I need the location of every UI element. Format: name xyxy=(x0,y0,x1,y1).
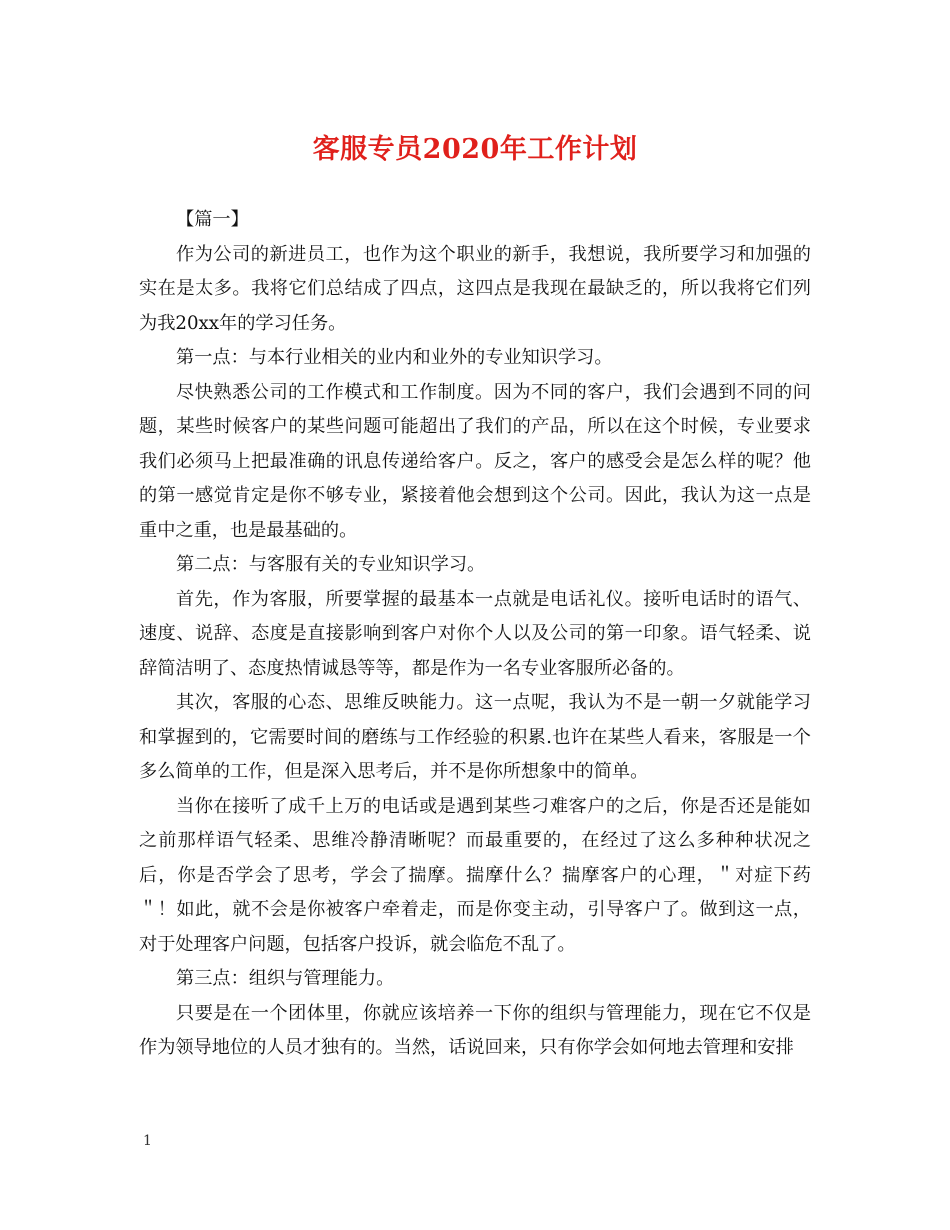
document-body xyxy=(139,203,811,1066)
document-title: 客服专员2020年工作计划 xyxy=(312,134,638,165)
section-label: 【篇一】 xyxy=(176,209,249,230)
paragraph: 其次，客服的心态、思维反映能力。这一点呢，我认为不是一朝一夕就能学习和掌握到的，它需要时间的磨练与工作经验的积累.也许在某些人看来，客服是一个多么简单的工作，但是深入思考后，并不是你所想象中的简单。 xyxy=(139,692,811,782)
paragraph: 第三点：组织与管理能力。 xyxy=(176,968,395,989)
paragraph: 作为公司的新进员工，也作为这个职业的新手，我想说，我所要学习和加强的实在是太多。我将它们总结成了四点，这四点是我现在最缺乏的，所以我将它们列为我20xx年的学习任务。 xyxy=(139,243,811,334)
paragraph: 首先，作为客服，所要掌握的最基本一点就是电话礼仪。接听电话时的语气、速度、说辞、态度是直接影响到客户对你个人以及公司的第一印象。语气轻柔、说辞简洁明了、态度热情诚恳等等，都是作为一名专业客服所必备的。 xyxy=(139,588,811,679)
paragraph: 第一点：与本行业相关的业内和业外的专业知识学习。 xyxy=(176,347,613,368)
paragraph: 第二点：与客服有关的专业知识学习。 xyxy=(176,554,486,575)
paragraph: 只要是在一个团体里，你就应该培养一下你的组织与管理能力，现在它不仅是作为领导地位的人员才独有的。当然，话说回来，只有你学会如何地去管理和安排 xyxy=(139,1002,811,1058)
paragraph: 尽快熟悉公司的工作模式和工作制度。因为不同的客户，我们会遇到不同的问题，某些时候客户的某些问题可能超出了我们的产品，所以在这个时候，专业要求我们必须马上把最准确的讯息传递给客户。反之，客户的感受会是怎么样的呢？他的第一感觉肯定是你不够专业，紧接着他会想到这个公司。因此，我认为这一点是重中之重，也是最基础的。 xyxy=(139,381,811,541)
page-number: 1 xyxy=(143,1133,152,1149)
paragraph: 当你在接听了成千上万的电话或是遇到某些刁难客户的之后，你是否还是能如之前那样语气轻柔、思维冷静清晰呢？而最重要的，在经过了这么多种种状况之后，你是否学会了思考，学会了揣摩。揣摩什么？揣摩客户的心理，＂对症下药＂！如此，就不会是你被客户牵着走，而是你变主动，引导客户了。做到这一点，对于处理客户问题，包括客户投诉，就会临危不乱了。 xyxy=(139,795,811,955)
